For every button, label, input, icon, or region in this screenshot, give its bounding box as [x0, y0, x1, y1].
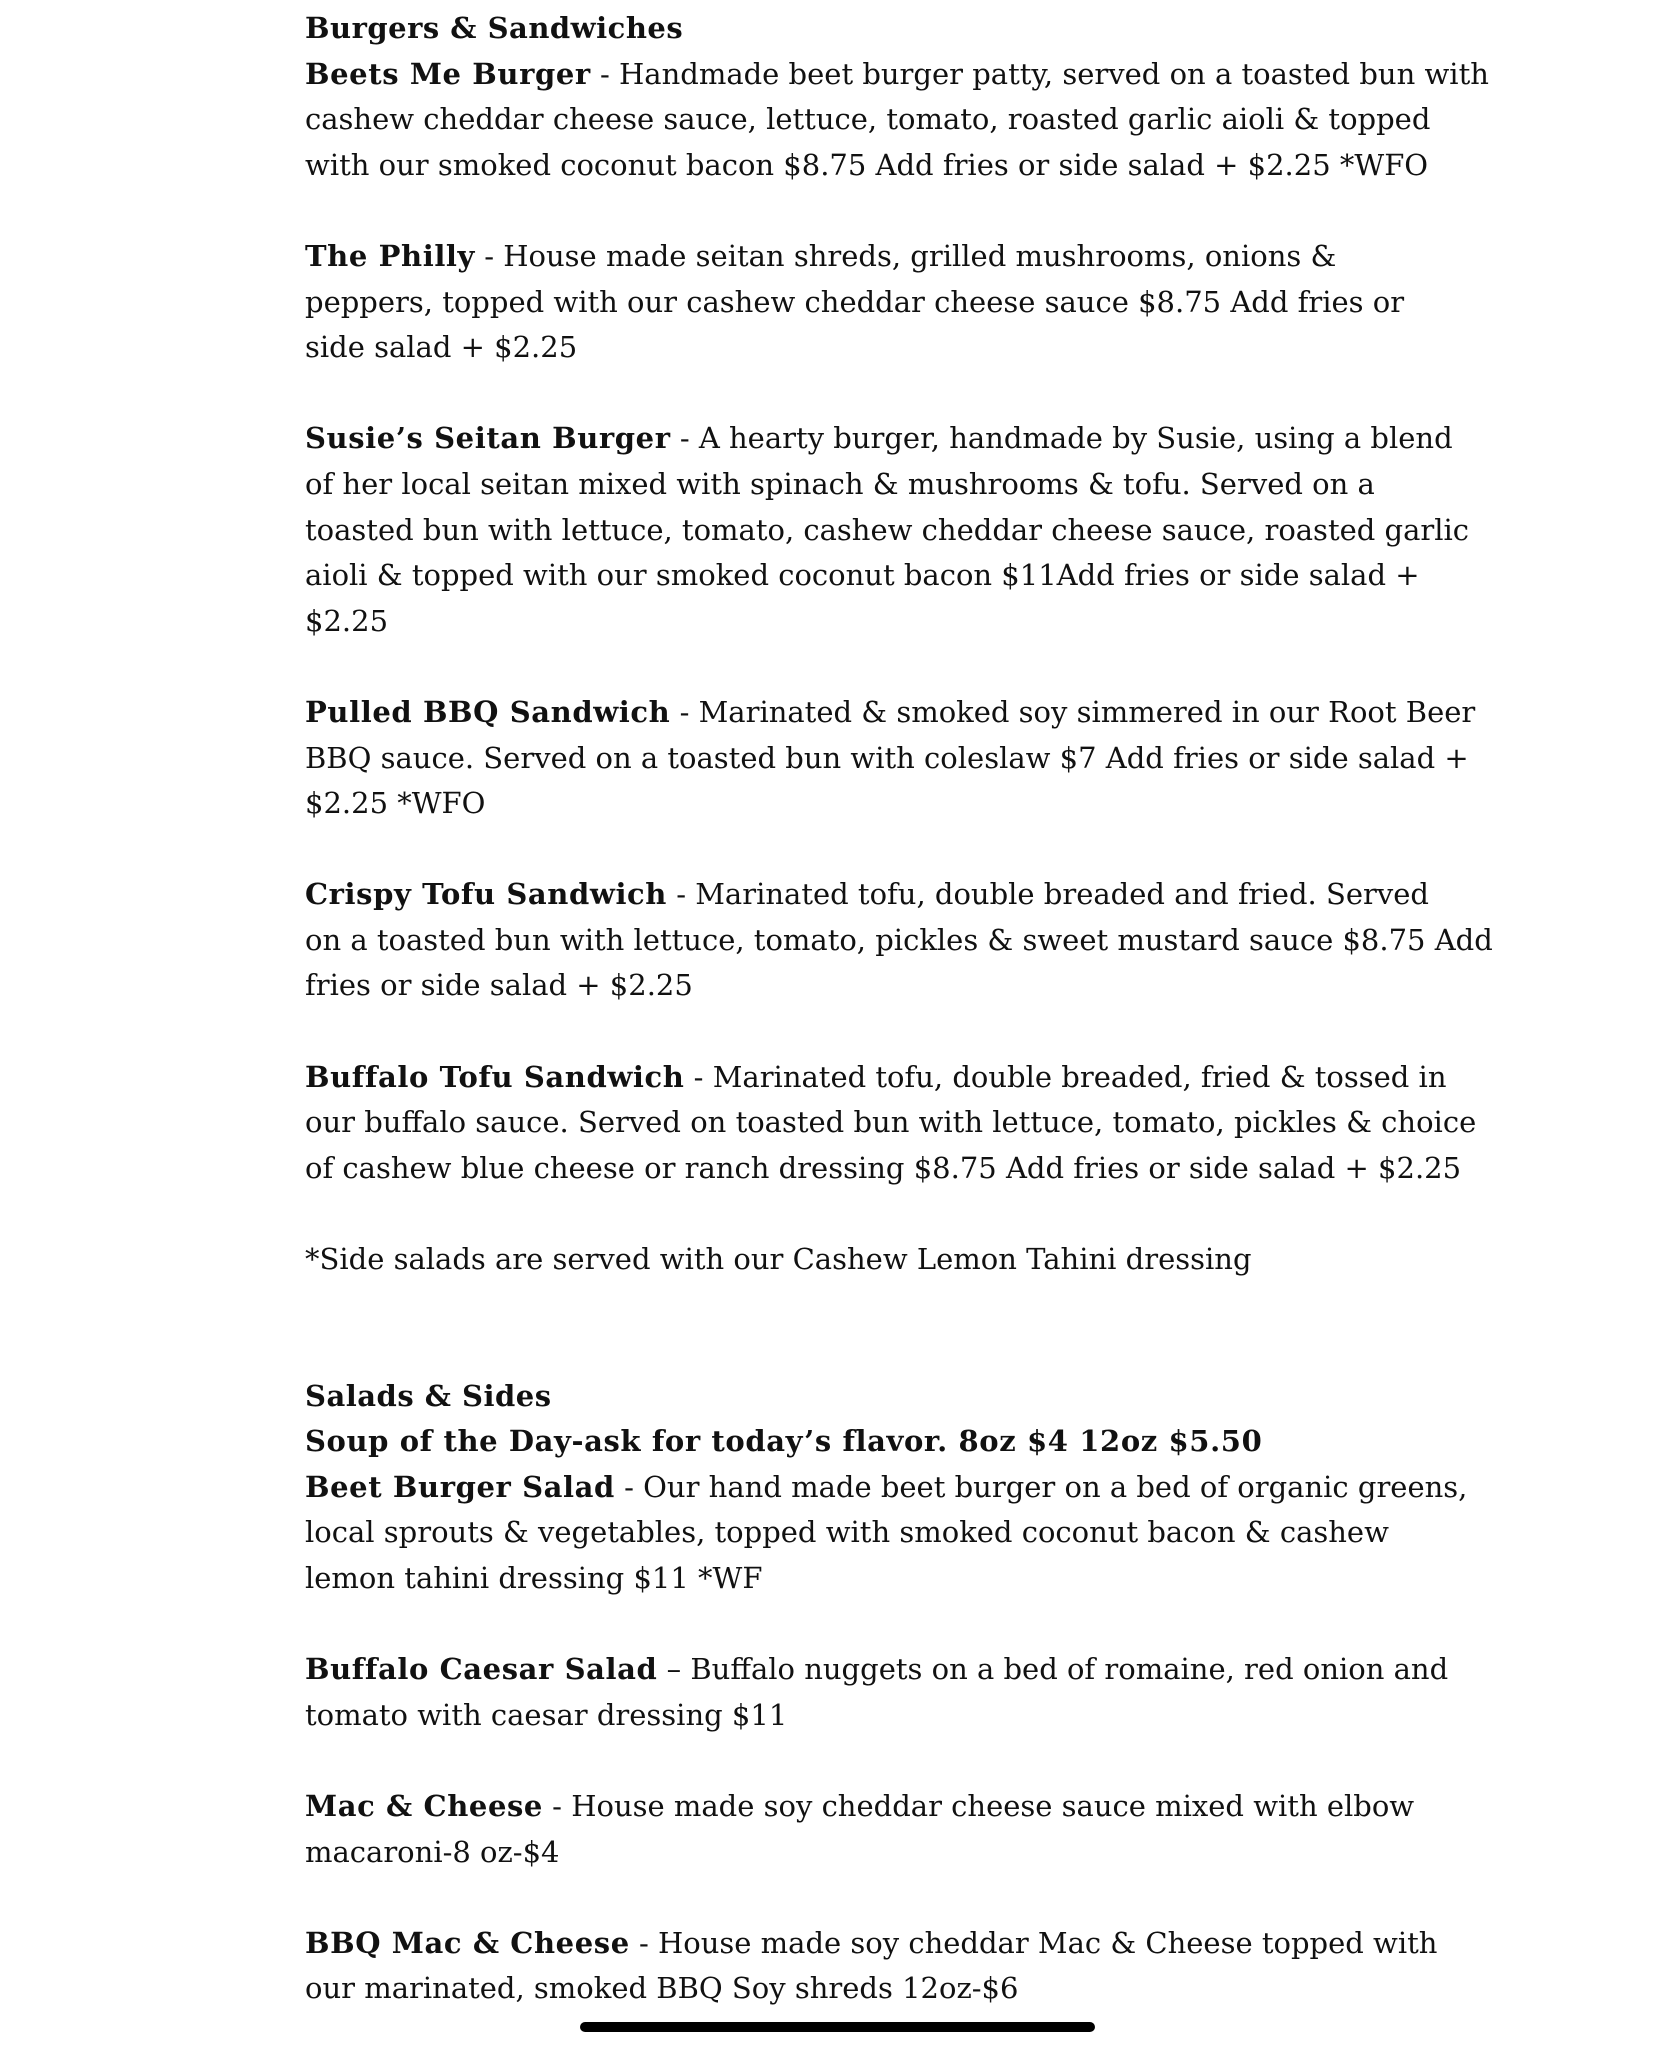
- item-description: - Marinated tofu, double breaded, fried & tossed in: [684, 1059, 1447, 1094]
- item-description: – Buffalo nuggets on a bed of romaine, red onion and: [657, 1652, 1449, 1687]
- item-description: - Our hand made beet burger on a bed of organic greens,: [614, 1469, 1468, 1504]
- menu-item: [305, 416, 1470, 644]
- menu-item: [305, 690, 1476, 827]
- item-description: - House made soy cheddar Mac & Cheese topped with: [629, 1925, 1438, 1960]
- item-description: on a toasted bun with lettuce, tomato, pickles & sweet mustard sauce $8.75 Add: [305, 922, 1493, 957]
- item-description: cashew cheddar cheese sauce, lettuce, tomato, roasted garlic aioli & topped: [305, 102, 1431, 137]
- item-description: BBQ sauce. Served on a toasted bun with coleslaw $7 Add fries or side salad +: [305, 740, 1469, 775]
- item-description: - Marinated tofu, double breaded and fried. Served: [667, 877, 1429, 912]
- item-description: toasted bun with lettuce, tomato, cashew cheddar cheese sauce, roasted garlic: [305, 512, 1470, 547]
- menu-item: [305, 1055, 1477, 1192]
- item-name: Buffalo Caesar Salad: [305, 1652, 658, 1687]
- section-heading-burgers: Burgers & Sandwiches: [305, 11, 684, 45]
- menu-item: [305, 1465, 1468, 1602]
- section-heading-salads: Salads & Sides: [305, 1378, 552, 1413]
- item-description: of her local seitan mixed with spinach & mushrooms & tofu. Served on a: [305, 466, 1375, 501]
- menu-item: [305, 1647, 1449, 1738]
- item-description: fries or side salad + $2.25: [305, 968, 693, 1003]
- item-name: Beet Burger Salad: [305, 1469, 615, 1504]
- item-description: macaroni-8 oz-$4: [305, 1834, 560, 1869]
- menu-item: [305, 872, 1493, 1009]
- item-description: our marinated, smoked BBQ Soy shreds 12oz-$6: [305, 1971, 1019, 2006]
- item-name: Pulled BBQ Sandwich: [305, 694, 671, 729]
- item-description: aioli & topped with our smoked coconut bacon $11Add fries or side salad +: [305, 558, 1420, 593]
- menu-document: [305, 6, 1493, 2012]
- menu-item: [305, 1921, 1438, 2012]
- item-name: The Philly: [305, 238, 476, 273]
- item-name: Crispy Tofu Sandwich: [305, 877, 667, 912]
- item-description: tomato with caesar dressing $11: [305, 1697, 788, 1732]
- item-description: - Handmade beet burger patty, served on a toasted bun with: [590, 56, 1489, 91]
- item-description: lemon tahini dressing $11 *WF: [305, 1561, 763, 1595]
- soup-of-the-day: Soup of the Day-ask for today’s flavor. 8oz $4 12oz $5.50: [305, 1424, 1263, 1459]
- item-description: side salad + $2.25: [305, 330, 578, 365]
- item-description: - House made soy cheddar cheese sauce mixed with elbow: [542, 1788, 1415, 1823]
- item-description: our buffalo sauce. Served on toasted bun with lettuce, tomato, pickles & choice: [305, 1105, 1477, 1140]
- menu-item: [305, 52, 1489, 189]
- item-description: - Marinated & smoked soy simmered in our Root Beer: [670, 694, 1476, 729]
- item-description: - A hearty burger, handmade by Susie, using a blend: [670, 421, 1453, 456]
- item-description: peppers, topped with our cashew cheddar cheese sauce $8.75 Add fries or: [305, 284, 1405, 319]
- item-description: of cashew blue cheese or ranch dressing $8.75 Add fries or side salad + $2.25: [305, 1150, 1462, 1185]
- item-description: with our smoked coconut bacon $8.75 Add fries or side salad + $2.25 *WFO: [305, 147, 1429, 182]
- item-description: $2.25: [305, 603, 389, 638]
- menu-item: [305, 234, 1405, 371]
- item-name: Susie’s Seitan Burger: [305, 421, 671, 456]
- home-indicator-bar[interactable]: [580, 2022, 1095, 2032]
- item-name: BBQ Mac & Cheese: [305, 1925, 630, 1960]
- item-description: - House made seitan shreds, grilled mushrooms, onions &: [475, 238, 1337, 273]
- menu-item: [305, 1784, 1415, 1875]
- item-name: Beets Me Burger: [305, 56, 591, 91]
- item-name: Buffalo Tofu Sandwich: [305, 1059, 685, 1094]
- side-salad-note: *Side salads are served with our Cashew Lemon Tahini dressing: [305, 1242, 1252, 1277]
- item-description: $2.25 *WFO: [305, 786, 486, 821]
- item-name: Mac & Cheese: [305, 1788, 543, 1823]
- item-description: local sprouts & vegetables, topped with smoked coconut bacon & cashew: [305, 1515, 1389, 1550]
